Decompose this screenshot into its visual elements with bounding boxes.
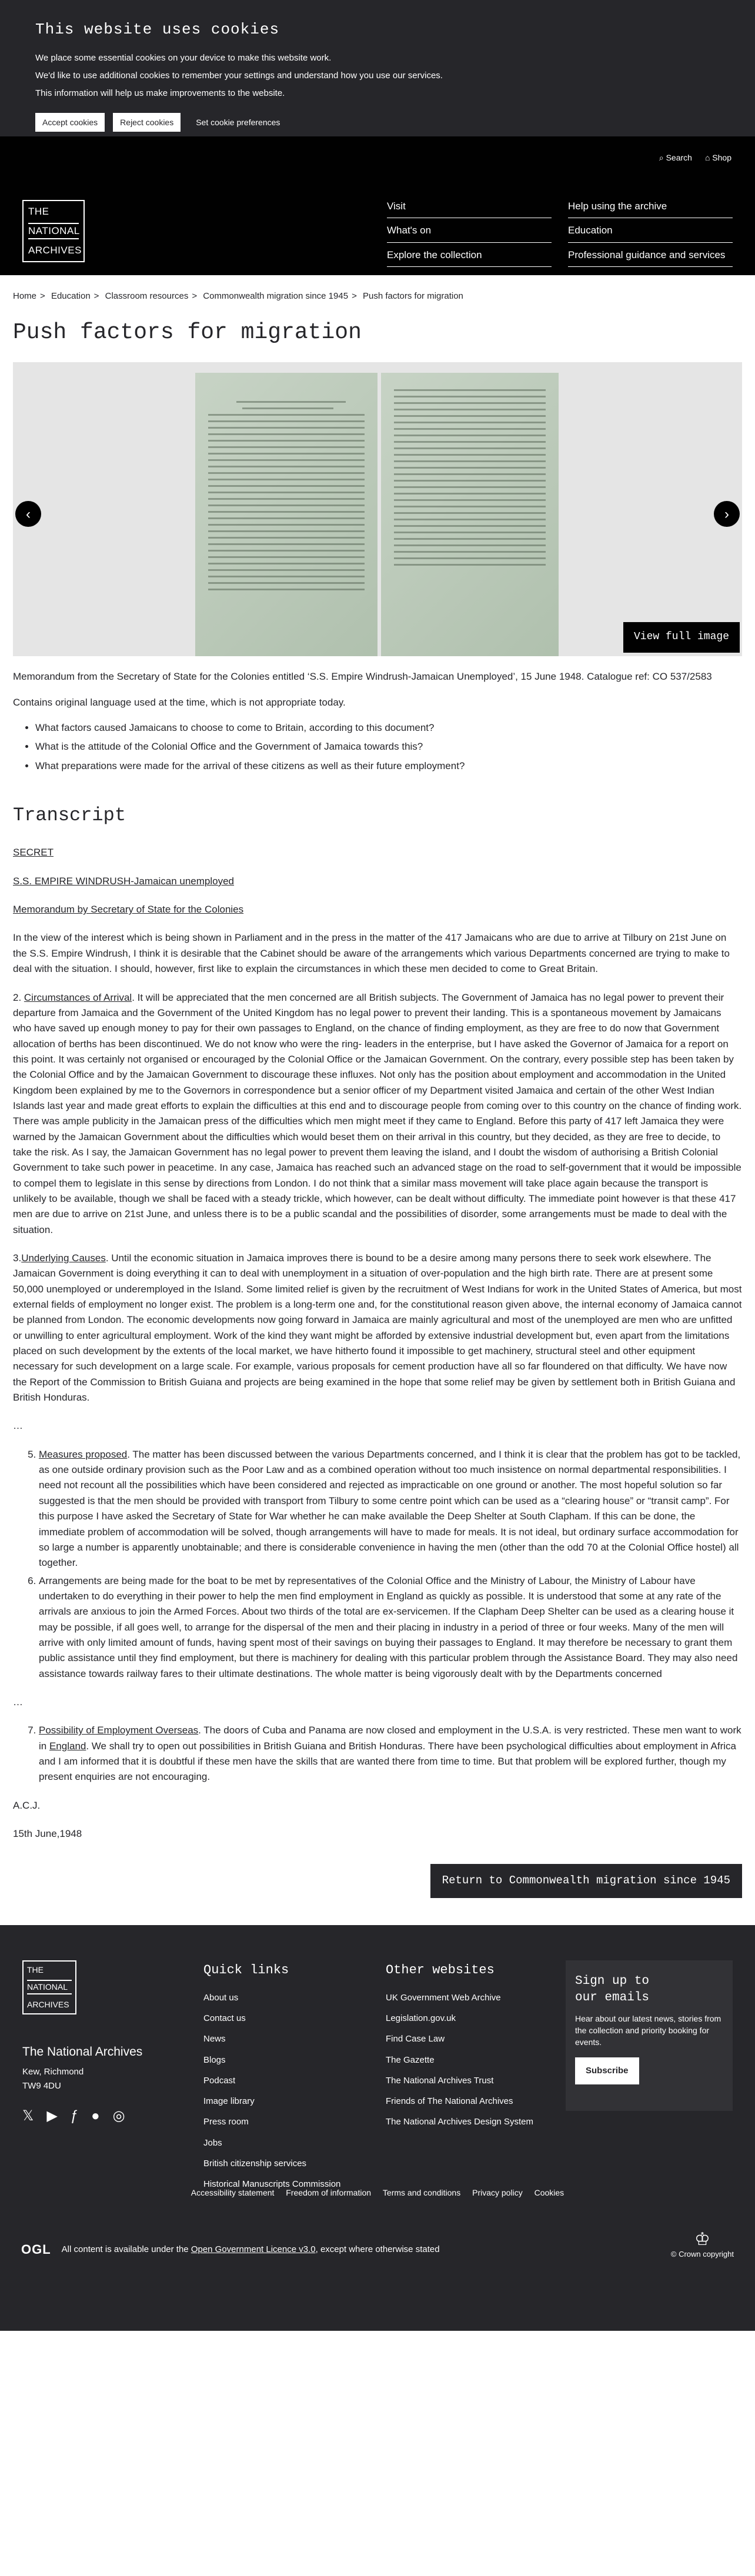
- licence-text: All content is available under the Open Government Licence v3.0, except where otherwise stated: [61, 2244, 440, 2255]
- quick-links-title: Quick links: [203, 1962, 289, 1977]
- transcript-signature: A.C.J.: [13, 1799, 41, 1811]
- search-icon: ⌕: [659, 153, 664, 162]
- chevron-left-icon: ‹: [26, 506, 31, 522]
- transcript-ellipsis: …: [13, 1420, 23, 1432]
- list-item: 6. Arrangements are being made for the boat to be met by representatives of the Colonial Office and the Ministry of Labour, the Ministry of Labour have undertaken to do everything in their power to help the men find employment in England as quickly as possible. It is understood that some at any rate of the arrivals are anxious to join the Armed Forces. About two thirds of the total are ex-servicemen. If the Clapham Deep Shelter can be used as a clearing house it may be possible, if all goes well, to arrange for the dispersal of the men and their placing in industry in a period of three or four weeks. Many of the men will arrive with only limited amount of funds, having spent most of their savings on buying their passages to England. It may therefore be necessary to grant them public assistance until they find employment, but there is machinery for dealing with this particular problem through the Assistance Board. They may also need assistance towards railway fares to their ultimate destinations. The whole matter is being vigorously dealt with by the Departments concerned: [39, 1573, 742, 1682]
- footer-legal-link[interactable]: Accessibility statement: [191, 2187, 275, 2197]
- image-caption: Memorandum from the Secretary of State for the Colonies entitled ‘S.S. Empire Windrush-Jamaican Unemployed’, 15 June 1948. Catalogue ref: CO 537/2583: [13, 671, 712, 683]
- transcript-secret: SECRET: [13, 847, 54, 858]
- transcript-paragraph: 3.Underlying Causes. Until the economic situation in Jamaica improves there is bound to be a desire among many persons there to seek work elsewhere. The Jamaican Government is doing everything it can to deal with unemployment in a situation of over-population and the high birth rate. There are at present some 50,000 unemployed or underemployed in the Island. Some limited relief is given by the recruitment of West Indians for work in the United States of America, but most external fields of employment no longer exist. The problem is a long-term one and, for the constitutional reason given above, the internal economy of Jamaica cannot be planned from London. The economic developments now going forward in Jamaica are mainly agricultural and most of the unemployed are men who are unfitted or unwilling to enter agricultural employment. Work of the kind they want might be afforded by extensive industrial development but, even apart from the limitations placed on such development by the extents of the local market, we have hitherto found it impossible to get machinery, structural steel and other equipment necessary for such development on a large scale. For example, various proposals for cement production have all so far floundered on that difficulty. We have now the Report of the Commission to British Guiana and projects are being examined in the hope that some relief may be given by settlement both in British Guiana and British Honduras.: [13, 1252, 742, 1404]
- transcript-date: 15th June,1948: [13, 1828, 82, 1840]
- shop-icon: ⌂: [704, 153, 710, 162]
- footer-link[interactable]: Friends of The National Archives: [386, 2096, 513, 2107]
- secondary-nav: [568, 194, 733, 267]
- list-item: 7. Possibility of Employment Overseas. The doors of Cuba and Panama are now closed and employment in the U.S.A. is very restricted. These men want to work in England. We shall try to open out possibilities in British Guiana and British Honduras. There have been psychological difficulties about employment in Africa and I am informed that it is doubtful if these men have the skills that are wanted there from time to time. But that problem will be explored further, though my present enquiries are not encouraging.: [39, 1723, 742, 1785]
- footer-legal-link[interactable]: Terms and conditions: [382, 2187, 461, 2197]
- gallery-next-button[interactable]: [714, 501, 740, 527]
- nav-professional-guidance[interactable]: Professional guidance and services: [568, 243, 733, 267]
- site-footer: [0, 1925, 755, 2331]
- view-full-image-button[interactable]: View full image: [623, 622, 740, 653]
- footer-link[interactable]: Press room: [203, 2117, 249, 2127]
- transcript-body: [0, 845, 755, 1842]
- footer-logo[interactable]: THE NATIONAL ARCHIVES: [22, 1960, 76, 2014]
- document-page-image: [195, 373, 378, 656]
- other-websites: [386, 1960, 533, 2136]
- image-gallery: [13, 362, 742, 656]
- youtube-icon[interactable]: ▶: [46, 2107, 58, 2124]
- breadcrumb: Home > Education > Classroom resources > Commonwealth migration since 1945 > Push factors for migration: [13, 291, 463, 301]
- quick-links: [203, 1960, 340, 2199]
- transcript-ellipsis: …: [13, 1696, 23, 1708]
- signup-title: Sign up to our emails: [575, 1974, 650, 2005]
- site-logo[interactable]: THE NATIONAL ARCHIVES: [22, 200, 85, 262]
- nav-visit[interactable]: Visit: [387, 194, 552, 218]
- transcript-paragraph: In the view of the interest which is being shown in Parliament and in the press in the matter of the 417 Jamaicans who are due to arrive at Tilbury on 21st June on the S.S. Empire Windrush, I think it is desirable that the Cabinet should be aware of the arrangements which various Departments concerned are trying to make to deal with the situation. I should, however, first like to explain the circumstances in which these men decided to come to Great Britain.: [13, 932, 730, 975]
- cookie-text: This information will help us make improvements to the website.: [35, 88, 285, 98]
- site-header: [0, 136, 755, 275]
- transcript-list: [13, 1723, 742, 1785]
- legal-links: [0, 2187, 755, 2200]
- footer-legal-link[interactable]: Cookies: [534, 2187, 564, 2197]
- email-signup-panel: [566, 1960, 733, 2111]
- footer-link[interactable]: The National Archives Design System: [386, 2117, 533, 2127]
- question-list: [0, 711, 755, 774]
- footer-legal-link[interactable]: Freedom of information: [286, 2187, 372, 2197]
- footer-link[interactable]: Blogs: [203, 2054, 226, 2065]
- x-icon[interactable]: 𝕏: [22, 2107, 34, 2124]
- breadcrumb-commonwealth-migration[interactable]: Commonwealth migration since 1945: [203, 291, 349, 301]
- transcript-subject: S.S. EMPIRE WINDRUSH-Jamaican unemployed: [13, 875, 235, 887]
- nav-education[interactable]: Education: [568, 218, 733, 242]
- footer-link[interactable]: The National Archives Trust: [386, 2075, 494, 2086]
- crown-copyright: ♔ © Crown copyright: [670, 2229, 734, 2258]
- facebook-icon[interactable]: ƒ: [70, 2107, 79, 2124]
- subscribe-button[interactable]: Subscribe: [575, 2057, 639, 2084]
- footer-link[interactable]: About us: [203, 1992, 239, 2003]
- page-title: Push factors for migration: [13, 320, 362, 346]
- breadcrumb-classroom-resources[interactable]: Classroom resources: [105, 291, 189, 301]
- footer-link[interactable]: Historical Manuscripts Commission: [203, 2179, 341, 2190]
- document-page-image: [381, 373, 559, 656]
- list-item: 5. Measures proposed. The matter has been discussed between the various Departments concerned, and I think it is clear that the problem has got to be tackled, as one outside ordinary provision such as the Poor Law and as a combined operation without too much insistence on normal departmental responsibilities. I need not recount all the possibilities which have been considered and rejected as impracticable on one ground or another. The most hopeful solution so far suggested is that the men should be provided with transport from Tilbury to some centre point which can be used as a “clearing house” or “transit camp”. For this purpose I have asked the Secretary of State for War whether he can make available the Deep Shelter at South Clapham. If this can be done, the immediate problem of accommodation will be solved, though arrangements will have to made for meals. It is not ideal, but ordinary surface accommodation for so large a number is apparently unobtainable; and there is considerable convenience in having the men (other than the odd 70 at the Colonial Office hostel) all together.: [39, 1447, 742, 1571]
- footer-link[interactable]: Podcast: [203, 2075, 236, 2086]
- footer-legal-link[interactable]: Privacy policy: [472, 2187, 523, 2197]
- breadcrumb-education[interactable]: Education: [51, 291, 91, 301]
- chevron-right-icon: ›: [724, 506, 729, 522]
- cookie-banner: [0, 0, 755, 136]
- nav-help-archive[interactable]: Help using the archive: [568, 194, 733, 218]
- return-button[interactable]: Return to Commonwealth migration since 1945: [430, 1864, 742, 1897]
- footer-link[interactable]: British citizenship services: [203, 2158, 307, 2169]
- list-item: • What preparations were made for the arrival of these citizens as well as their future employment?: [35, 759, 742, 774]
- footer-link[interactable]: Find Case Law: [386, 2034, 445, 2044]
- ogl-link[interactable]: Open Government Licence v3.0: [191, 2244, 316, 2255]
- transcript-paragraph: 2. Circumstances of Arrival. It will be appreciated that the men concerned are all British subjects. The Government of Jamaica has no legal power to prevent their departure from Jamaica and the Government of the United Kingdom has no legal power to prevent their landing. This is a spontaneous movement by Jamaicans who have saved up enough money to pay for their own passages to England, on the chance of finding employment, as they are free to do now that Government allocation of berths has been discontinued. We do not know who were the ring- leaders in the enterprise, but I have asked the Governor of Jamaica for a report on this point. It was certainly not organised or encouraged by the Colonial Office or the Jamaican Government. On the contrary, every possible step has been taken by the Colonial Office and by the Jamaican Government to discourage these influxes. Not only has the position about employment and accommodation in the United Kingdom been explained by me to the Governors in correspondence but a senior officer of my Department visited Jamaica and certain of the other West Indian Islands last year and made great efforts to explain the difficulties at this end and to discourage people from coming over to this country on the chance of finding work. There was ample publicity in the Jamaican press of the difficulties which men might meet if they came to England. Before this party of 417 left Jamaica they were warned by the Jamaican Government about the difficulties which would beset them on their arrival in this country, but they decided, as they are free to decide, to take the risk. As I say, the Jamaican Government has no legal power to prevent them leaving the island, and I doubt the wisdom of authorising a British Colonial Government to take such power in peacetime. In any case, Jamaica has reached such an advanced stage on the road to self-government that it would be impossible to compel them to legislate in this sense by directions from London. I do not think that a similar mass movement will take place again because the transport is unlikely to be available, though we shall be faced with a steady trickle, which however, can be dealt without difficulty. The immediate point however is that these 417 men are due to arrive on 21st June, and unless there is to be a public scandal and the possibilities of disorder, some arrangements must be made to deal with the situation.: [13, 991, 742, 1235]
- reject-cookies-button[interactable]: Reject cookies: [113, 113, 181, 132]
- instagram-icon[interactable]: ◎: [112, 2107, 125, 2124]
- breadcrumb-home[interactable]: Home: [13, 291, 37, 301]
- signup-text: Hear about our latest news, stories from the collection and priority booking for events.: [575, 2014, 721, 2047]
- list-item: • What factors caused Jamaicans to choose to come to Britain, according to this document?: [35, 720, 742, 736]
- primary-nav: [387, 194, 552, 267]
- ogl-logo: OGL: [21, 2241, 51, 2257]
- footer-address: The National Archives Kew, Richmond TW9 4DU: [22, 2044, 143, 2091]
- crown-icon: ♔: [694, 2229, 710, 2249]
- breadcrumb-current: Push factors for migration: [363, 291, 463, 301]
- list-item: • What is the attitude of the Colonial Office and the Government of Jamaica towards this?: [35, 739, 742, 754]
- search-link[interactable]: ⌕ Search: [659, 153, 692, 162]
- licence-notice: [21, 2240, 440, 2260]
- footer-link[interactable]: UK Government Web Archive: [386, 1992, 501, 2003]
- nav-whats-on[interactable]: What's on: [387, 218, 552, 242]
- content-note: Contains original language used at the time, which is not appropriate today.: [13, 697, 346, 709]
- nav-explore-collection[interactable]: Explore the collection: [387, 243, 552, 267]
- other-websites-title: Other websites: [386, 1962, 495, 1977]
- footer-link[interactable]: Legislation.gov.uk: [386, 2013, 456, 2024]
- cookie-text: We'd like to use additional cookies to remember your settings and understand how you use our services.: [35, 71, 443, 81]
- gallery-prev-button[interactable]: [15, 501, 41, 527]
- transcript-list: [13, 1447, 742, 1682]
- transcript-memo-title: Memorandum by Secretary of State for the Colonies: [13, 904, 244, 916]
- footer-link[interactable]: The Gazette: [386, 2054, 435, 2065]
- social-links: [22, 2105, 125, 2127]
- shop-link[interactable]: ⌂ Shop: [704, 153, 731, 162]
- footer-link[interactable]: Contact us: [203, 2013, 246, 2024]
- transcript-heading: Transcript: [13, 804, 126, 826]
- cookie-preferences-link[interactable]: Set cookie preferences: [196, 117, 280, 127]
- cookie-text: We place some essential cookies on your device to make this website work.: [35, 53, 332, 64]
- flickr-icon[interactable]: ●: [91, 2107, 100, 2124]
- footer-link[interactable]: Image library: [203, 2096, 255, 2107]
- footer-link[interactable]: News: [203, 2034, 226, 2044]
- accept-cookies-button[interactable]: Accept cookies: [35, 113, 105, 132]
- cookie-title: This website uses cookies: [35, 21, 280, 38]
- footer-link[interactable]: Jobs: [203, 2137, 222, 2148]
